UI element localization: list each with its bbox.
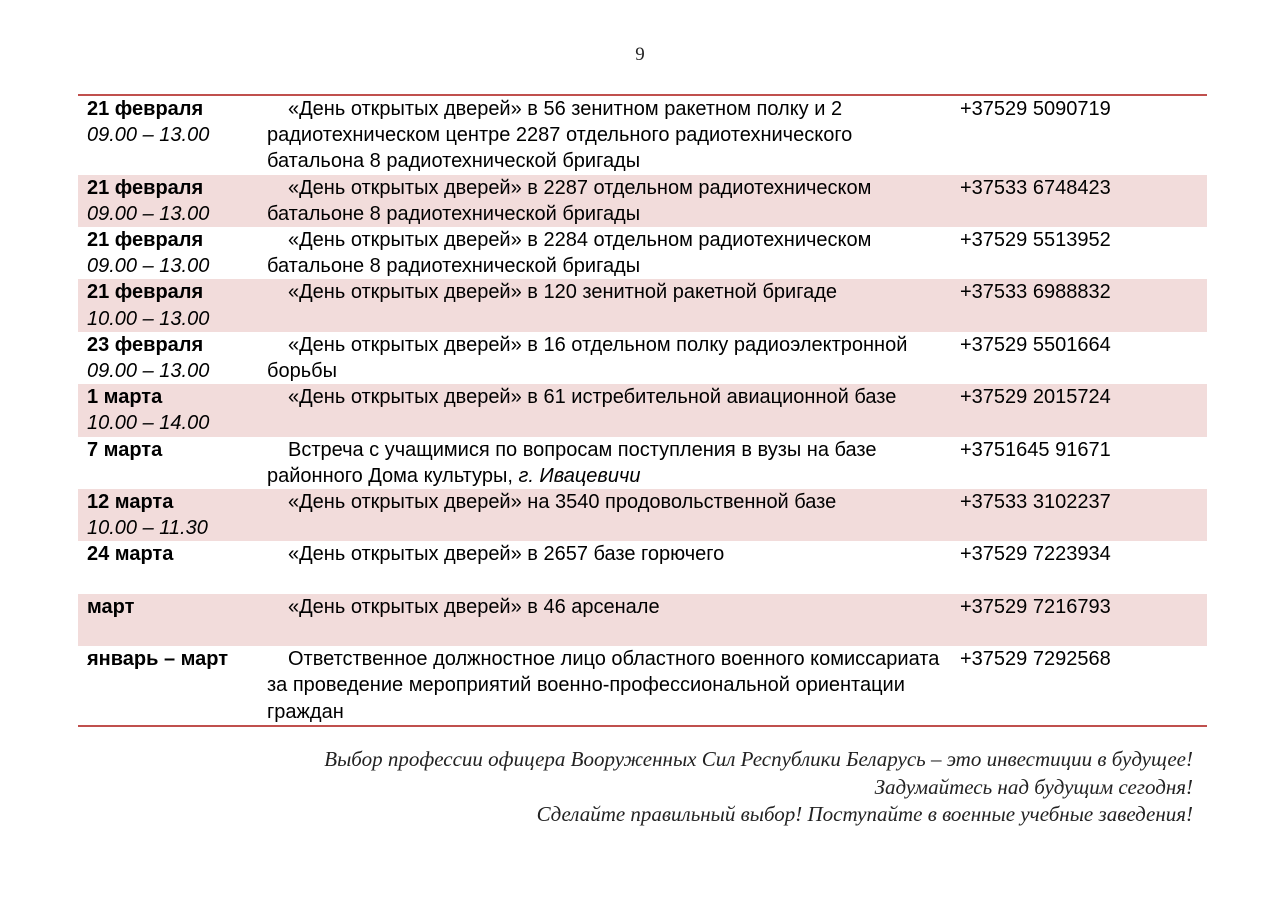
event-time: 10.00 – 13.00 (87, 307, 210, 330)
event-description: «День открытых дверей» в 120 зенитной ракетной бригаде (288, 281, 837, 304)
footer-slogan (324, 746, 1193, 829)
contact-phone: +37529 7216793 (960, 595, 1111, 618)
phone-cell (958, 384, 1207, 436)
contact-phone: +37529 7292568 (960, 648, 1111, 671)
event-time: 09.00 – 13.00 (87, 360, 210, 383)
event-date: январь – март (87, 648, 229, 671)
contact-phone: +37529 7223934 (960, 543, 1111, 566)
event-cell (267, 594, 958, 646)
event-date: март (87, 595, 135, 618)
table-row (78, 646, 1207, 725)
contact-phone: +37529 5090719 (960, 98, 1111, 120)
event-description: «День открытых дверей» в 16 отдельном полку радиоэлектронной борьбы (267, 333, 908, 383)
phone-cell (958, 175, 1207, 227)
event-date: 21 февраля (87, 176, 204, 199)
phone-cell (958, 437, 1207, 489)
phone-cell (958, 594, 1207, 646)
event-description: «День открытых дверей» в 2657 базе горючего (288, 543, 725, 566)
event-description-text: Встреча с учащимися по вопросам поступления в вузы на базе районного Дома культуры, (267, 438, 877, 487)
event-cell (267, 175, 958, 227)
phone-cell (958, 96, 1207, 175)
event-cell (267, 489, 958, 541)
phone-cell (958, 541, 1207, 593)
table-row (78, 175, 1207, 227)
event-description (267, 437, 950, 489)
slogan-line: Выбор профессии офицера Вооруженных Сил Республики Беларусь – это инвестиции в будущее! (324, 747, 1193, 771)
date-cell (78, 332, 267, 384)
table-row (78, 594, 1207, 646)
date-cell (78, 96, 267, 175)
date-cell (78, 489, 267, 541)
slogan-line: Задумайтесь над будущим сегодня! (874, 774, 1193, 799)
event-time: 10.00 – 14.00 (87, 412, 210, 435)
event-date: 24 марта (87, 543, 174, 566)
slogan-line: Сделайте правильный выбор! Поступайте в военные учебные заведения! (536, 802, 1193, 826)
event-date: 21 февраля (87, 229, 204, 252)
event-date: 1 марта (87, 386, 163, 409)
table-row (78, 541, 1207, 593)
event-description: Ответственное должностное лицо областного военного комиссариата за проведение мероприятий военно-профессиональной ориентации граждан (267, 648, 940, 723)
event-description: «День открытых дверей» в 2287 отдельном радиотехническом батальоне 8 радиотехнической бригады (267, 176, 872, 225)
event-description: «День открытых дверей» в 56 зенитном ракетном полку и 2 радиотехническом центре 2287 отдельного радиотехнического батальона 8 радиотехнической бригады (267, 98, 853, 173)
event-description: «День открытых дверей» в 2284 отдельном радиотехническом батальоне 8 радиотехнической бригады (267, 229, 872, 278)
event-cell (267, 227, 958, 279)
contact-phone: +37533 6748423 (960, 176, 1111, 199)
event-cell (267, 332, 958, 384)
event-description: «День открытых дверей» в 46 арсенале (288, 595, 660, 618)
table-row (78, 489, 1207, 541)
page-number: 9 (635, 44, 645, 65)
date-cell (78, 594, 267, 646)
date-cell (78, 384, 267, 436)
event-time: 09.00 – 13.00 (87, 255, 210, 278)
table-row (78, 437, 1207, 489)
phone-cell (958, 279, 1207, 331)
contact-phone: +37529 5501664 (960, 333, 1111, 356)
phone-cell (958, 646, 1207, 725)
event-cell (267, 541, 958, 593)
event-cell (267, 384, 958, 436)
contact-phone: +37533 3102237 (960, 491, 1111, 514)
event-location: г. Ивацевичи (518, 464, 641, 487)
event-schedule-table (78, 94, 1207, 727)
date-cell (78, 541, 267, 593)
event-cell (267, 437, 958, 489)
contact-phone: +37529 5513952 (960, 229, 1111, 252)
table-row (78, 384, 1207, 436)
event-date: 21 февраля (87, 98, 204, 120)
table-row (78, 227, 1207, 279)
date-cell (78, 646, 267, 725)
date-cell (78, 175, 267, 227)
phone-cell (958, 332, 1207, 384)
phone-cell (958, 489, 1207, 541)
date-cell (78, 227, 267, 279)
event-cell (267, 279, 958, 331)
event-date: 12 марта (87, 491, 174, 514)
phone-cell (958, 227, 1207, 279)
event-time: 09.00 – 13.00 (87, 124, 210, 147)
contact-phone: +3751645 91671 (960, 438, 1111, 461)
event-date: 21 февраля (87, 281, 204, 304)
contact-phone: +37529 2015724 (960, 386, 1111, 409)
table-row (78, 332, 1207, 384)
event-cell (267, 646, 958, 725)
event-cell (267, 96, 958, 175)
event-time: 10.00 – 11.30 (87, 517, 208, 540)
event-date: 7 марта (87, 438, 163, 461)
contact-phone: +37533 6988832 (960, 281, 1111, 304)
table-row (78, 279, 1207, 331)
event-date: 23 февраля (87, 333, 204, 356)
event-description: «День открытых дверей» в 61 истребительной авиационной базе (288, 386, 897, 409)
event-description: «День открытых дверей» на 3540 продовольственной базе (288, 491, 837, 514)
event-time: 09.00 – 13.00 (87, 202, 210, 225)
date-cell (78, 437, 267, 489)
table-row (78, 96, 1207, 175)
date-cell (78, 279, 267, 331)
